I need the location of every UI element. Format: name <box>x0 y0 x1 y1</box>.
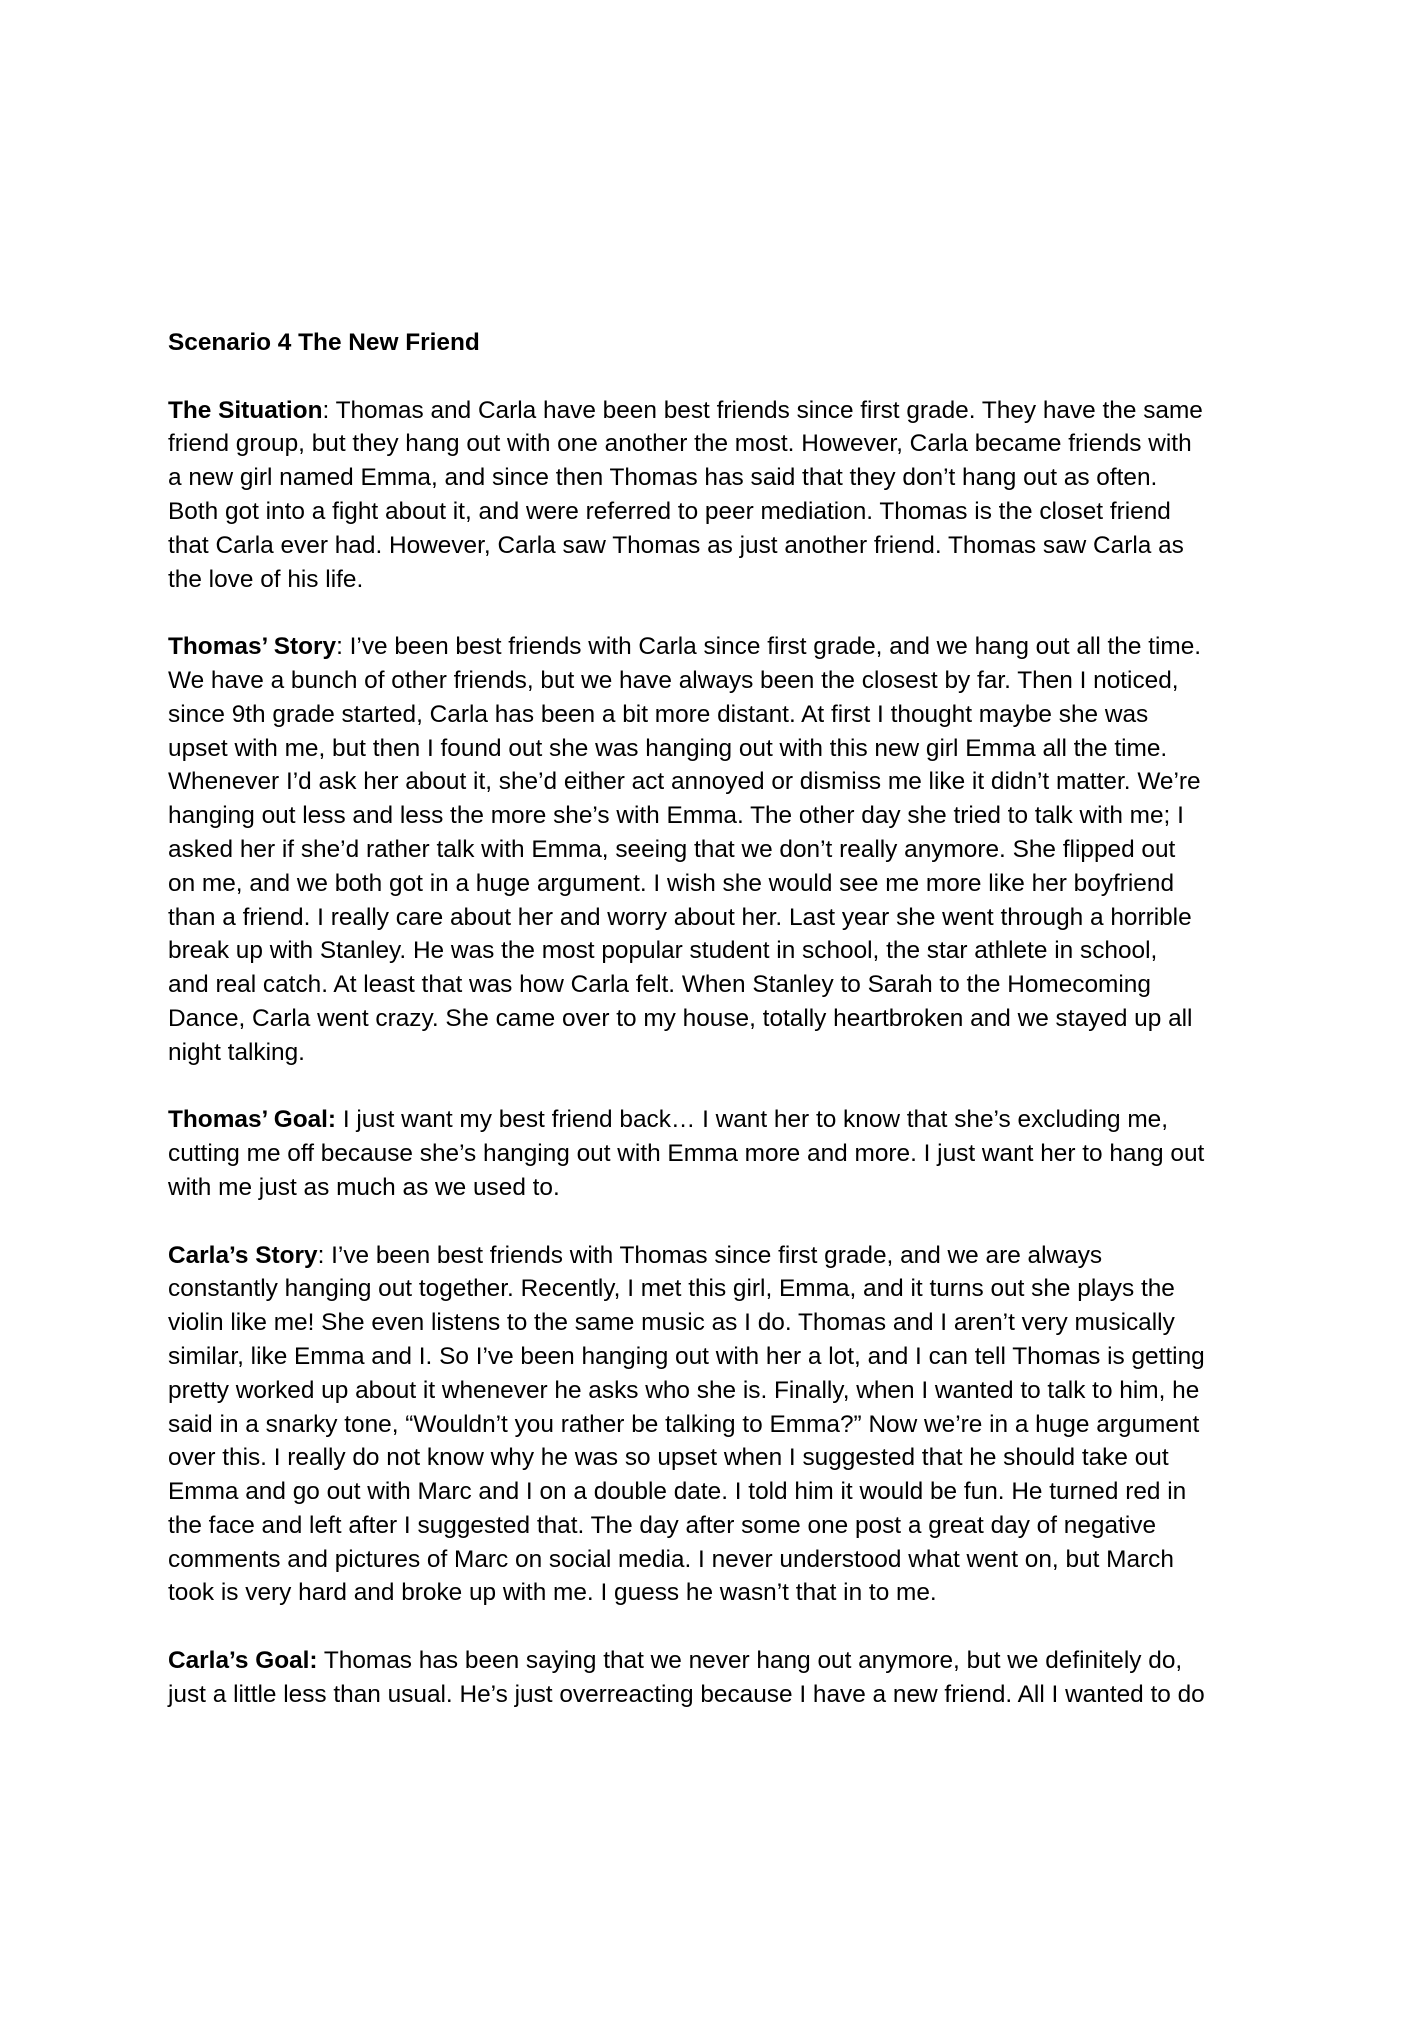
paragraph-line: friend group, but they hang out with one another the most. However, Carla became friends with <box>168 430 1192 458</box>
line-text: I’ve been best friends with Thomas since first grade, and we are always <box>324 1241 1103 1269</box>
paragraph-line: the face and left after I suggested that. The day after some one post a great day of negative <box>168 1511 1157 1539</box>
paragraph-line: took is very hard and broke up with me. I guess he wasn’t that in to me. <box>168 1579 937 1607</box>
paragraph-line: asked her if she’d rather talk with Emma, seeing that we don’t really anymore. She flipped out <box>168 835 1176 863</box>
paragraph-line: constantly hanging out together. Recently, I met this girl, Emma, and it turns out she plays the <box>168 1275 1175 1303</box>
section-thomas-story <box>168 630 1278 1069</box>
paragraph-line: over this. I really do not know why he was so upset when I suggested that he should take out <box>168 1444 1169 1472</box>
section-label: Carla’s Goal: <box>168 1647 318 1675</box>
paragraph-line: night talking. <box>168 1038 305 1066</box>
label-separator: : <box>322 396 330 424</box>
label-separator: : <box>317 1241 325 1269</box>
paragraph-line: said in a snarky tone, “Wouldn’t you rather be talking to Emma?” Now we’re in a huge argument <box>168 1410 1200 1438</box>
paragraph-line: and real catch. At least that was how Carla felt. When Stanley to Sarah to the Homecoming <box>168 971 1151 999</box>
section-label: The Situation <box>168 396 323 424</box>
section-label: Thomas’ Story <box>168 633 337 661</box>
paragraph-line: cutting me off because she’s hanging out with Emma more and more. I just want her to hang out <box>168 1140 1205 1168</box>
section-carla-story <box>168 1239 1278 1611</box>
line-text: I’ve been best friends with Carla since first grade, and we hang out all the time. <box>342 633 1202 661</box>
paragraph-line <box>168 1644 1278 1678</box>
paragraph-line: a new girl named Emma, and since then Thomas has said that they don’t hang out as often. <box>168 464 1158 492</box>
paragraph-line: similar, like Emma and I. So I’ve been hanging out with her a lot, and I can tell Thomas is getting <box>168 1342 1205 1370</box>
paragraph-line: break up with Stanley. He was the most popular student in school, the star athlete in school, <box>168 937 1158 965</box>
paragraph-line: than a friend. I really care about her and worry about her. Last year she went through a horrible <box>168 903 1192 931</box>
line-text: Thomas and Carla have been best friends since first grade. They have the same <box>329 396 1203 424</box>
document-body <box>168 326 1278 1712</box>
paragraph-line: the love of his life. <box>168 565 364 593</box>
paragraph-line: We have a bunch of other friends, but we have always been the closest by far. Then I noticed, <box>168 666 1179 694</box>
paragraph-line: Both got into a fight about it, and were referred to peer mediation. Thomas is the closet friend <box>168 497 1171 525</box>
paragraph-line: comments and pictures of Marc on social media. I never understood what went on, but March <box>168 1545 1174 1573</box>
section-carla-goal <box>168 1644 1278 1712</box>
section-label: Thomas’ Goal: <box>168 1106 337 1134</box>
paragraph-line: on me, and we both got in a huge argument. I wish she would see me more like her boyfriend <box>168 869 1175 897</box>
paragraph-line <box>168 630 1278 664</box>
paragraph-line: since 9th grade started, Carla has been a bit more distant. At first I thought maybe she was <box>168 700 1149 728</box>
paragraph-line: just a little less than usual. He’s just overreacting because I have a new friend. All I wanted to do <box>168 1680 1205 1708</box>
section-situation <box>168 394 1278 597</box>
line-text: Thomas has been saying that we never hang out anymore, but we definitely do, <box>317 1647 1183 1675</box>
label-separator: : <box>336 633 343 661</box>
paragraph-line: upset with me, but then I found out she was hanging out with this new girl Emma all the time. <box>168 734 1168 762</box>
paragraph-line <box>168 1103 1278 1137</box>
section-label: Carla’s Story <box>168 1241 318 1269</box>
paragraph-line: Emma and go out with Marc and I on a double date. I told him it would be fun. He turned red in <box>168 1478 1187 1506</box>
section-thomas-goal <box>168 1103 1278 1204</box>
paragraph-line: with me just as much as we used to. <box>168 1173 560 1201</box>
paragraph-line: Dance, Carla went crazy. She came over to my house, totally heartbroken and we stayed up all <box>168 1004 1193 1032</box>
paragraph-line: that Carla ever had. However, Carla saw Thomas as just another friend. Thomas saw Carla as <box>168 531 1184 559</box>
scenario-title: Scenario 4 The New Friend <box>168 329 480 356</box>
paragraph-line: hanging out less and less the more she’s with Emma. The other day she tried to talk with me; I <box>168 802 1184 830</box>
line-text: I just want my best friend back… I want her to know that she’s excluding me, <box>336 1106 1168 1134</box>
paragraph-line: violin like me! She even listens to the same music as I do. Thomas and I aren’t very musically <box>168 1309 1175 1337</box>
paragraph-line: Whenever I’d ask her about it, she’d either act annoyed or dismiss me like it didn’t matter. We’re <box>168 768 1201 796</box>
paragraph-line <box>168 394 1278 428</box>
paragraph-line <box>168 1239 1278 1273</box>
paragraph-line: pretty worked up about it whenever he asks who she is. Finally, when I wanted to talk to him, he <box>168 1376 1200 1404</box>
